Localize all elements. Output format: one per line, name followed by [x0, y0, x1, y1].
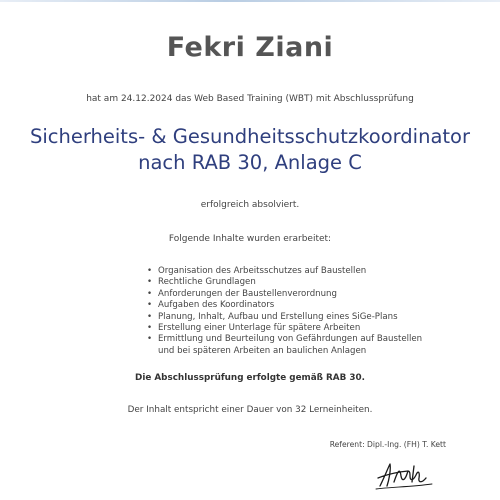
topic-item: [146, 289, 422, 300]
exam-note: Die Abschlussprüfung erfolgte gemäß RAB 30.: [135, 373, 365, 383]
topic-item: [146, 323, 422, 334]
course-title: [0, 124, 500, 176]
course-title-line-2: nach RAB 30, Anlage C: [138, 151, 362, 174]
recipient-name: Fekri Ziani: [166, 32, 334, 63]
topic-item: [146, 334, 422, 357]
contents-heading: Folgende Inhalte wurden erarbeitet:: [168, 234, 332, 244]
topic-text: Erstellung einer Unterlage für spätere Arbeiten: [158, 323, 361, 334]
topic-item: [146, 300, 422, 311]
intro-text: hat am 24.12.2024 das Web Based Training (WBT) mit Abschlussprüfung: [86, 94, 414, 104]
duration-text: Der Inhalt entspricht einer Dauer von 32 Lerneinheiten.: [127, 405, 373, 415]
topics-list: [146, 266, 422, 357]
topic-item: [146, 277, 422, 288]
topic-text-continuation: und bei späteren Arbeiten an baulichen Anlagen: [158, 345, 367, 356]
passed-text: erfolgreich absolviert.: [200, 200, 300, 210]
topic-text: Aufgaben des Koordinators: [158, 300, 275, 311]
topic-text: Anforderungen der Baustellenverordnung: [158, 288, 337, 299]
course-title-line-1: Sicherheits- & Gesundheitsschutzkoordinator: [29, 125, 471, 148]
referent-text: Referent: Dipl.-Ing. (FH) T. Kett: [329, 440, 446, 449]
signature-icon: [374, 456, 436, 492]
topic-text: Ermittlung und Beurteilung von Gefährdungen auf Baustellen: [158, 334, 423, 345]
topic-text: Planung, Inhalt, Aufbau und Erstellung eines SiGe-Plans: [158, 311, 398, 322]
top-decorative-line: [0, 0, 500, 2]
topic-text: Rechtliche Grundlagen: [158, 277, 256, 288]
topic-item: [146, 266, 422, 277]
topic-item: [146, 312, 422, 323]
topic-text: Organisation des Arbeitsschutzes auf Baustellen: [158, 266, 367, 276]
